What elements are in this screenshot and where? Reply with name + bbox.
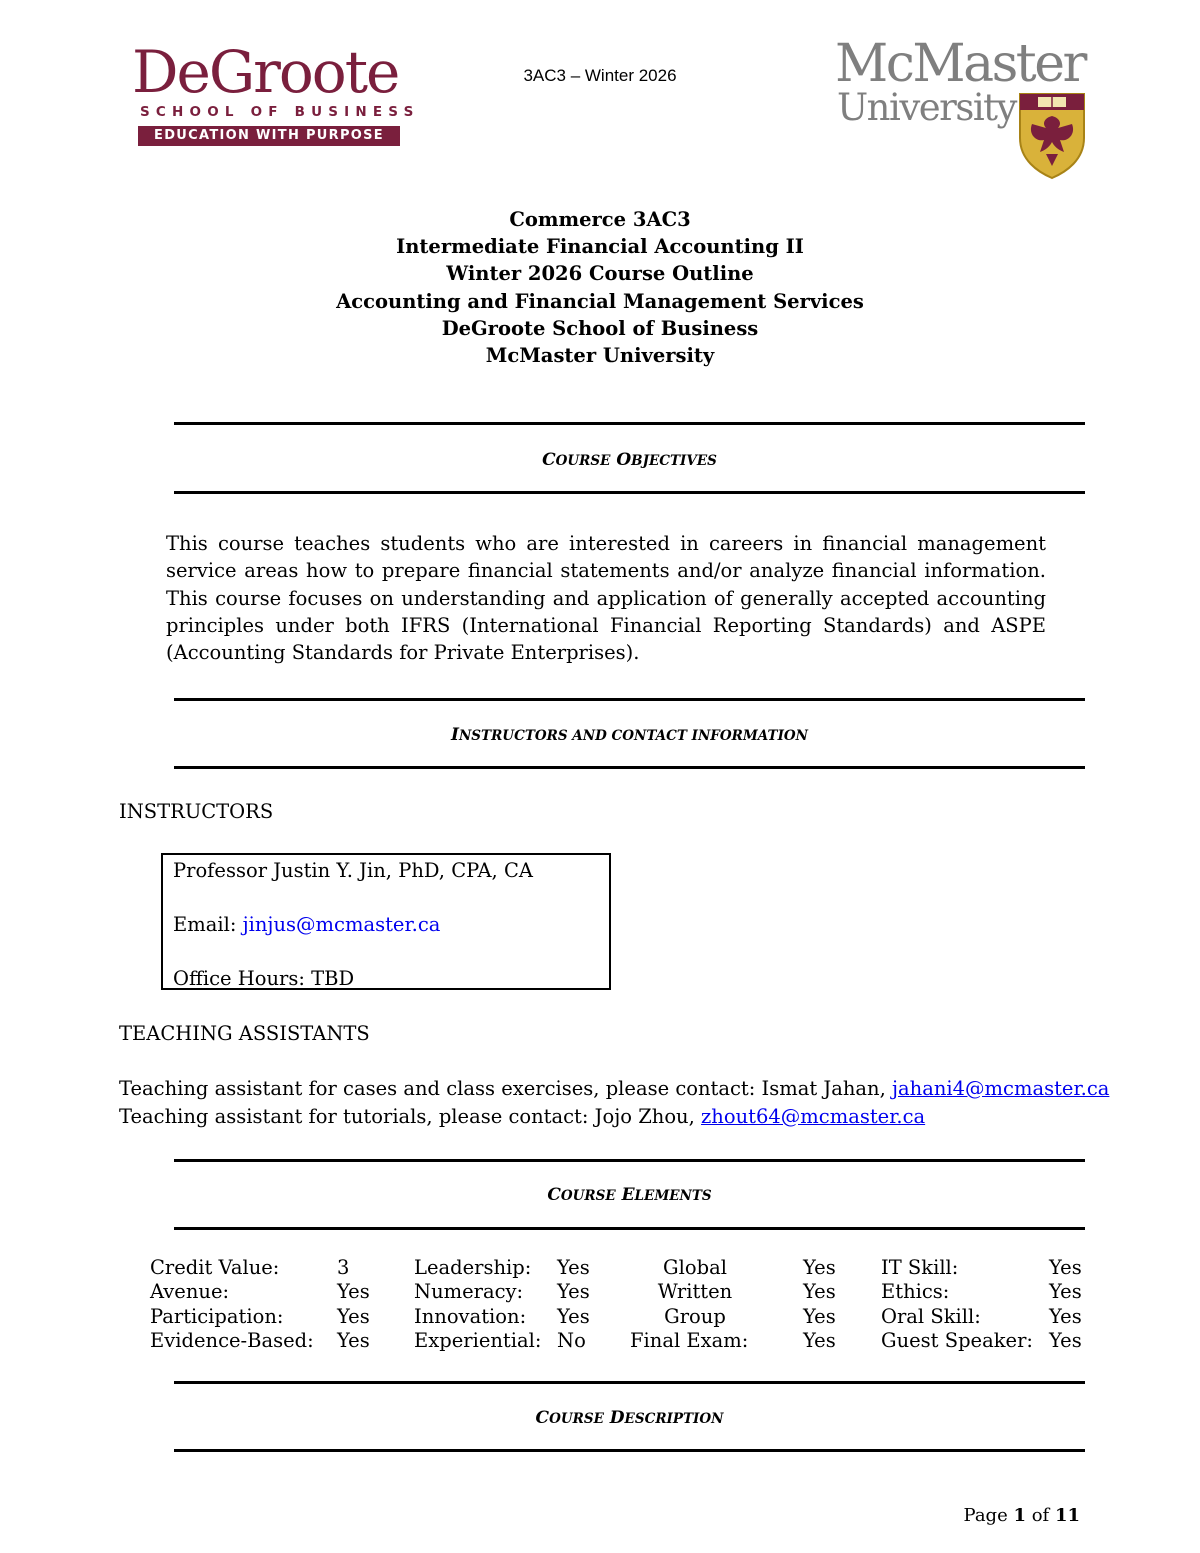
section-rule	[174, 491, 1085, 494]
ta1-line: Teaching assistant for cases and class exercises, please contact: Ismat Jahan, jahani4@mcmaster.ca	[119, 1077, 1110, 1100]
mcmaster-logo-line1: McMaster	[835, 34, 1085, 94]
professor-email-link[interactable]: jinjus@mcmaster.ca	[242, 913, 441, 936]
ta2-line: Teaching assistant for tutorials, please contact: Jojo Zhou, zhout64@mcmaster.ca	[119, 1105, 926, 1128]
mcmaster-logo-line2: University	[837, 86, 1016, 129]
element-label: Guest Speaker:	[881, 1329, 1033, 1352]
header-course-term: 3AC3 – Winter 2026	[523, 66, 677, 85]
element-value: Yes	[803, 1329, 836, 1352]
course-objectives-text: This course teaches students who are interested in careers in financial management service areas how to prepare financial statements and/or analyze financial information. This course focuses on understanding and application of generally accepted accounting principles under both IFRS (International Financial Reporting Standards) and ASPE (Accounting Standards for Private Enterprises).	[166, 532, 1046, 665]
element-label: Leadership:	[414, 1256, 532, 1279]
element-value: Yes	[1049, 1329, 1082, 1352]
heading-course-elements: COURSE ELEMENTS	[547, 1185, 712, 1205]
section-rule	[174, 422, 1085, 425]
mcmaster-crest-icon	[1018, 92, 1086, 180]
element-label: Participation:	[150, 1305, 284, 1328]
element-value: Yes	[337, 1305, 370, 1328]
element-label: Written	[657, 1280, 733, 1303]
element-value: Yes	[803, 1256, 836, 1279]
section-rule	[174, 766, 1085, 769]
element-label: Ethics:	[881, 1280, 950, 1303]
element-label: Credit Value:	[150, 1256, 280, 1279]
element-label: Oral Skill:	[881, 1305, 981, 1328]
title-line-2: Intermediate Financial Accounting II	[396, 235, 804, 259]
section-rule	[174, 1159, 1085, 1162]
element-value: Yes	[803, 1280, 836, 1303]
title-line-3: Winter 2026 Course Outline	[446, 262, 754, 286]
title-line-4: Accounting and Financial Management Services	[336, 289, 864, 313]
element-value: Yes	[557, 1256, 590, 1279]
teaching-assistants-label: TEACHING ASSISTANTS	[119, 1022, 370, 1045]
ta2-email-link[interactable]: zhout64@mcmaster.ca	[701, 1105, 926, 1128]
instructor-box	[161, 853, 611, 990]
heading-instructors-contact: INSTRUCTORS AND CONTACT INFORMATION	[451, 725, 808, 745]
section-rule	[174, 1227, 1085, 1230]
element-value: Yes	[803, 1305, 836, 1328]
document-title	[300, 206, 900, 369]
element-value: Yes	[1049, 1256, 1082, 1279]
section-rule	[174, 1449, 1085, 1452]
instructors-label: INSTRUCTORS	[119, 800, 274, 823]
professor-name: Professor Justin Y. Jin, PhD, CPA, CA	[173, 859, 533, 882]
element-value: No	[557, 1329, 586, 1352]
element-label: Experiential:	[414, 1329, 542, 1352]
section-rule	[174, 1381, 1085, 1384]
professor-email-line: Email: jinjus@mcmaster.ca	[173, 913, 441, 936]
element-label: Innovation:	[414, 1305, 527, 1328]
degroote-logo	[130, 38, 420, 150]
element-value: Yes	[1049, 1280, 1082, 1303]
ta1-email-link[interactable]: jahani4@mcmaster.ca	[891, 1077, 1110, 1100]
element-value: Yes	[337, 1329, 370, 1352]
title-line-5: DeGroote School of Business	[441, 316, 759, 340]
element-label: Global	[663, 1256, 727, 1279]
element-label: Avenue:	[150, 1280, 230, 1303]
page-number: Page 1 of 11	[963, 1505, 1080, 1526]
title-line-1: Commerce 3AC3	[509, 208, 691, 231]
element-value: Yes	[1049, 1305, 1082, 1328]
element-label: Numeracy:	[414, 1280, 524, 1303]
element-value: Yes	[557, 1305, 590, 1328]
element-label: Group	[664, 1305, 726, 1328]
degroote-logo-school: SCHOOL OF BUSINESS	[140, 104, 420, 120]
degroote-logo-tagline: EDUCATION WITH PURPOSE	[138, 126, 400, 146]
section-rule	[174, 698, 1085, 701]
element-value: Yes	[557, 1280, 590, 1303]
heading-course-description: COURSE DESCRIPTION	[535, 1408, 724, 1428]
office-hours: Office Hours: TBD	[173, 967, 355, 990]
element-label: IT Skill:	[881, 1256, 959, 1279]
heading-course-objectives: COURSE OBJECTIVES	[542, 450, 717, 470]
title-line-6: McMaster University	[485, 344, 715, 368]
element-label: Final Exam:	[630, 1329, 749, 1352]
mcmaster-logo	[835, 34, 1095, 184]
element-label: Evidence-Based:	[150, 1329, 314, 1352]
element-value: 3	[337, 1256, 350, 1279]
degroote-logo-name: DeGroote	[132, 38, 399, 106]
element-value: Yes	[337, 1280, 370, 1303]
